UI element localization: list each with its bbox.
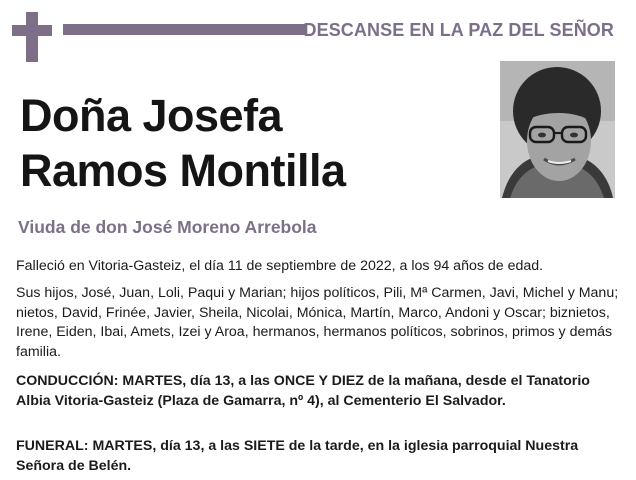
portrait-illustration — [500, 61, 615, 198]
death-notice: Falleció en Vitoria-Gasteiz, el día 11 de septiembre de 2022, a los 94 años de edad. — [16, 258, 544, 274]
header-divider-bar — [63, 24, 307, 35]
family-list: Sus hijos, José, Juan, Loli, Paqui y Marian; hijos políticos, Pili, Mª Carmen, Javi, Michel y Manu; nietos, David, Frinée, Javier, Sheila, Nicolai, Mónica, Martín, Marco, Andoni y Oscar; biznietos, Irene, Eiden, Ibai, Amets, Izei y Aroa, hermanos, hermanos políticos, sobrinos, primos y demás familia. — [16, 285, 619, 360]
deceased-name-line1: Doña Josefa — [20, 90, 283, 141]
funeral-notice: FUNERAL: MARTES, día 13, a las SIETE de la tarde, en la iglesia parroquial Nuestra Señora de Belén. — [16, 438, 579, 474]
cross-vertical-bar — [26, 12, 38, 62]
portrait-photo — [500, 61, 615, 198]
cross-horizontal-bar — [12, 25, 52, 36]
widow-subtitle: Viuda de don José Moreno Arrebola — [18, 217, 317, 237]
header-title: DESCANSE EN LA PAZ DEL SEÑOR — [303, 20, 614, 40]
conduccion-notice: CONDUCCIÓN: MARTES, día 13, a las ONCE Y DIEZ de la mañana, desde el Tanatorio Albia Vitoria-Gasteiz (Plaza de Gamarra, nº 4), al Cementerio El Salvador. — [16, 373, 590, 409]
deceased-name-line2: Ramos Montilla — [20, 145, 346, 196]
deceased-name — [20, 88, 346, 198]
